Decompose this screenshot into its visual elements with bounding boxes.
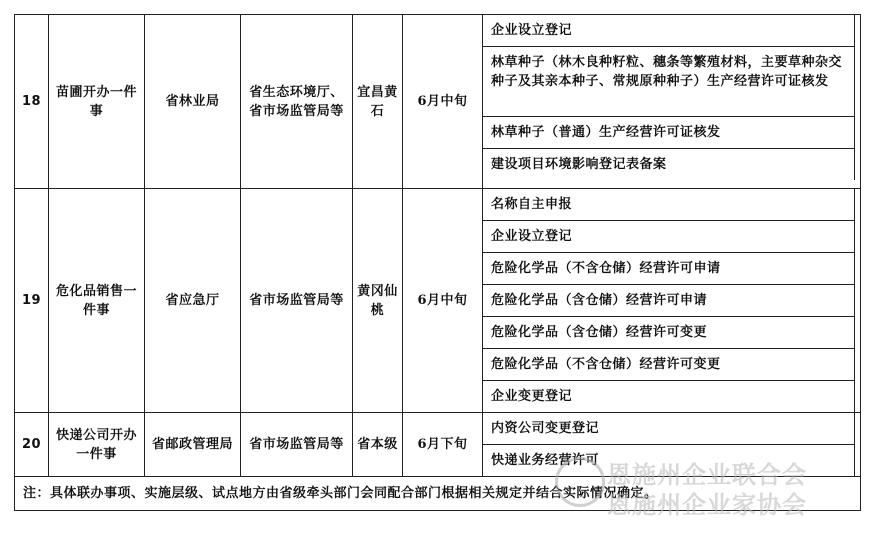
list-item: 危险化学品（不含仓储）经营许可申请 <box>483 253 855 285</box>
table-row <box>15 15 861 189</box>
table-row <box>15 189 861 413</box>
list-item: 建设项目环境影响登记表备案 <box>483 149 855 180</box>
row-number: 20 <box>15 413 49 477</box>
list-item: 企业设立登记 <box>483 221 855 253</box>
list-item: 危险化学品（含仓储）经营许可申请 <box>483 285 855 317</box>
matter-name: 快递公司开办一件事 <box>49 413 145 477</box>
joint-items <box>483 189 861 413</box>
row-number: 19 <box>15 189 49 413</box>
lead-department: 省应急厅 <box>145 189 241 413</box>
pilot-location: 省本级 <box>353 413 403 477</box>
joint-items <box>483 413 861 477</box>
pilot-location: 黄冈仙桃 <box>353 189 403 413</box>
joint-items <box>483 15 861 189</box>
list-item: 名称自主申报 <box>483 189 855 221</box>
list-item: 危险化学品（含仓储）经营许可变更 <box>483 317 855 349</box>
policy-table <box>14 14 861 511</box>
completion-time: 6月中旬 <box>403 189 483 413</box>
list-item: 林草种子（普通）生产经营许可证核发 <box>483 117 855 149</box>
matter-name: 危化品销售一件事 <box>49 189 145 413</box>
completion-time: 6月中旬 <box>403 15 483 189</box>
list-item: 内资公司变更登记 <box>483 413 855 445</box>
partner-departments: 省市场监管局等 <box>241 413 353 477</box>
partner-departments: 省市场监管局等 <box>241 189 353 413</box>
lead-department: 省林业局 <box>145 15 241 189</box>
note-row <box>15 477 861 511</box>
watermark-line-2: 恩施州企业家协会 <box>607 491 807 519</box>
list-item: 企业变更登记 <box>483 381 855 412</box>
completion-time: 6月下旬 <box>403 413 483 477</box>
matter-name: 苗圃开办一件事 <box>49 15 145 189</box>
list-item: 危险化学品（不含仓储）经营许可变更 <box>483 349 855 381</box>
partner-departments: 省生态环境厅、省市场监管局等 <box>241 15 353 189</box>
list-item: 快递业务经营许可 <box>483 445 855 476</box>
lead-department: 省邮政管理局 <box>145 413 241 477</box>
row-number: 18 <box>15 15 49 189</box>
pilot-location: 宜昌黄石 <box>353 15 403 189</box>
list-item: 林草种子（林木良种籽粒、穗条等繁殖材料，主要草种杂交种子及其亲本种子、常规原种种子）生产经营许可证核发 <box>483 47 855 117</box>
watermark-line-1: 恩施州企业联合会 <box>607 461 807 489</box>
list-item: 企业设立登记 <box>483 15 855 47</box>
table-note: 注：具体联办事项、实施层级、试点地方由省级牵头部门会同配合部门根据相关规定并结合实际情况确定。 <box>15 477 861 511</box>
table-row <box>15 413 861 477</box>
